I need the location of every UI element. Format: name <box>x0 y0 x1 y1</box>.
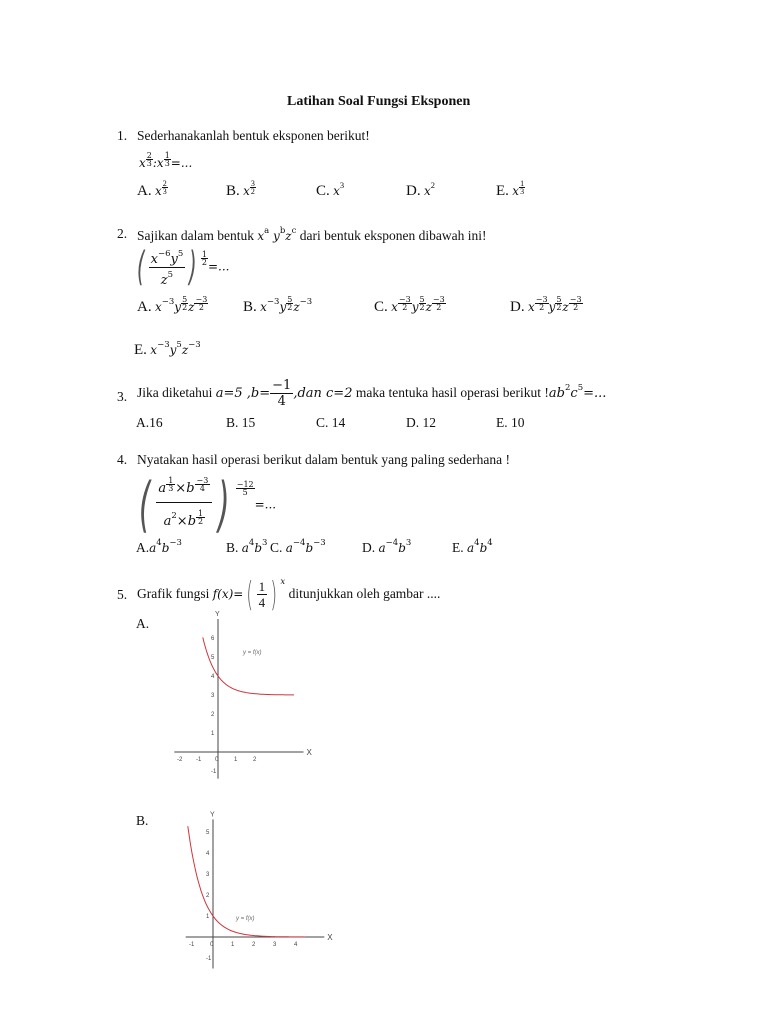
x-tick-label: 0 <box>210 942 214 948</box>
var: y <box>174 300 182 314</box>
exp-den: 3 <box>164 159 170 168</box>
exp-num: −3 <box>535 295 548 304</box>
exp-num: −3 <box>196 475 209 485</box>
exp-den: 3 <box>162 187 167 196</box>
y-axis-label: Y <box>210 811 215 819</box>
text: Sajikan dalam bentuk <box>137 228 254 243</box>
var: y <box>170 251 178 267</box>
var: x <box>154 300 162 314</box>
var: z <box>181 343 189 357</box>
var: b <box>161 541 170 555</box>
exp-num: 1 <box>164 151 170 160</box>
exponent: 2 <box>430 180 435 190</box>
option-b[interactable]: B. 15 <box>226 415 256 430</box>
y-tick-label: 5 <box>211 655 215 661</box>
exponent: b <box>279 226 286 236</box>
exponent: x <box>280 577 286 587</box>
exp-den: 2 <box>556 303 562 312</box>
option-e[interactable] <box>496 180 525 200</box>
y-tick-label: -1 <box>211 769 217 775</box>
exponent: 5 <box>577 383 584 393</box>
var: x <box>391 300 398 314</box>
frac-den: 4 <box>277 394 286 409</box>
exp-num: −3 <box>432 295 445 304</box>
option-b[interactable] <box>243 296 312 316</box>
var: y <box>279 300 287 314</box>
exponent: −3 <box>169 538 182 548</box>
option-a-label[interactable]: A. <box>136 616 150 631</box>
equals: =... <box>207 259 230 274</box>
option-b[interactable] <box>226 180 256 200</box>
base: x <box>512 184 520 198</box>
var: a <box>378 541 386 555</box>
var: b <box>479 541 488 555</box>
exp-num: 1 <box>168 475 174 485</box>
y-tick-label: 6 <box>211 636 215 642</box>
option-a[interactable] <box>137 296 208 316</box>
exp-den: 3 <box>520 187 525 196</box>
exp-num: −3 <box>569 295 582 304</box>
exponent: 4 <box>487 538 493 548</box>
var: a <box>241 541 249 555</box>
exp-num: 3 <box>250 179 255 188</box>
exp-num: 1 <box>198 508 204 518</box>
page-title: Latihan Soal Fungsi Eksponen <box>287 94 471 109</box>
question-expression <box>139 152 192 170</box>
question-number: 5. <box>117 587 128 602</box>
var: a <box>149 541 157 555</box>
question-text: Sederhanakanlah bentuk eksponen berikut! <box>137 128 370 143</box>
exp-den: 4 <box>199 483 205 493</box>
var: a <box>467 541 475 555</box>
question-number: 3. <box>117 389 128 404</box>
y-axis-label: Y <box>215 611 220 618</box>
x-tick-label: 1 <box>231 942 235 948</box>
function-curve <box>203 637 294 695</box>
x-axis-label: X <box>306 748 312 757</box>
function: f(x)= <box>212 587 244 601</box>
question-text: Nyatakan hasil operasi berikut dalam bentuk yang paling sederhana ! <box>137 452 510 467</box>
var: a <box>163 513 172 529</box>
exp-num: 1 <box>201 249 207 259</box>
var: y <box>169 343 177 357</box>
option-b[interactable] <box>226 538 267 556</box>
y-tick-label: 2 <box>211 712 215 718</box>
exp-den: 2 <box>402 303 408 312</box>
base: x <box>156 156 164 170</box>
y-tick-label: 4 <box>206 851 210 857</box>
question-number: 2. <box>117 226 128 241</box>
base: x <box>139 156 146 170</box>
exp-num: −3 <box>195 295 208 304</box>
var: z <box>160 272 168 288</box>
base: x <box>243 184 250 198</box>
exponent: −3 <box>157 340 170 350</box>
option-c[interactable] <box>374 296 446 316</box>
x-tick-label: 3 <box>273 942 277 948</box>
given-b: b= <box>250 386 271 401</box>
operator: × <box>175 480 187 496</box>
exp-num: 2 <box>146 151 152 160</box>
var: z <box>188 300 195 314</box>
question-expression: ( a $\frac{1}{3}$ ×b $\frac{-3}{4}$ $a^2\times b$ $\frac{1}{2}$ ) $\frac{-12}{5}$ =... <box>138 470 277 540</box>
exponent: −4 <box>385 538 399 548</box>
operator: : <box>152 156 157 170</box>
x-tick-label: -2 <box>177 757 183 763</box>
exp-num: 1 <box>520 179 525 188</box>
var: z <box>425 300 432 314</box>
var: b <box>305 541 314 555</box>
exp-den: 2 <box>539 303 545 312</box>
option-label: C. <box>316 183 330 199</box>
option-d[interactable]: D. 12 <box>406 415 436 430</box>
exponent: 4 <box>474 538 480 548</box>
option-c[interactable] <box>316 180 344 200</box>
exponent: 3 <box>339 180 345 190</box>
option-a[interactable] <box>136 538 182 556</box>
question-number: 1. <box>117 128 128 143</box>
text: ditunjukkan oleh gambar .... <box>288 586 441 601</box>
option-c[interactable]: C. 14 <box>316 415 346 430</box>
x-tick-label: -1 <box>196 757 202 763</box>
var: z <box>562 300 569 314</box>
exponent: 2 <box>171 510 177 521</box>
question-number: 4. <box>117 452 128 467</box>
exp-den: 2 <box>419 303 425 312</box>
equals: =... <box>583 386 607 401</box>
option-a[interactable] <box>137 180 168 200</box>
frac-num: 1 <box>258 579 266 595</box>
option-label: C. <box>270 540 283 555</box>
exp-num: 5 <box>287 295 293 304</box>
x-tick-label: -1 <box>189 942 195 948</box>
option-label: D. <box>510 299 525 315</box>
given-a: a=5 , <box>215 386 251 401</box>
var: a <box>285 541 293 555</box>
equals: =... <box>254 497 277 512</box>
exponent: c <box>291 226 297 236</box>
x-tick-label: 1 <box>234 757 238 763</box>
x-tick-label: 2 <box>253 757 257 763</box>
var: x <box>527 300 535 314</box>
exp-num: −3 <box>398 295 411 304</box>
exponent: −3 <box>313 538 326 548</box>
x-tick-label: 4 <box>294 942 298 948</box>
base: x <box>154 184 162 198</box>
exponent: −3 <box>161 297 175 307</box>
graph-b[interactable] <box>172 811 337 975</box>
option-d[interactable] <box>362 538 411 556</box>
var: x <box>260 300 267 314</box>
option-label: B. <box>243 299 257 315</box>
var: x <box>257 229 265 243</box>
y-tick-label: -1 <box>206 956 212 962</box>
x-tick-label: 0 <box>215 757 219 763</box>
exponent: −6 <box>157 248 171 259</box>
var: z <box>285 229 292 243</box>
option-label: D. <box>406 183 421 199</box>
exp-den: 2 <box>573 303 579 312</box>
exp-num: 5 <box>182 295 188 304</box>
exp-num: 5 <box>556 295 562 304</box>
exponent: 2 <box>564 383 571 393</box>
var: b <box>187 513 197 529</box>
option-label: A. <box>137 183 152 199</box>
exponent: 3 <box>262 538 268 548</box>
equals: =... <box>170 156 193 170</box>
option-label: E. <box>134 342 147 358</box>
exponent: 4 <box>156 538 162 548</box>
option-a[interactable]: A.16 <box>136 415 163 430</box>
option-label: B. <box>226 540 239 555</box>
exp-den: 2 <box>182 303 188 312</box>
exponent: −4 <box>292 538 306 548</box>
given-c: ,dan c=2 <box>293 386 353 401</box>
option-e[interactable] <box>452 538 493 556</box>
var: a <box>158 480 167 496</box>
option-label: B. <box>226 183 240 199</box>
option-d[interactable] <box>510 296 583 316</box>
question-text: Grafik fungsi f(x)=( $\frac{1}{4}$ ) $^x$ ditunjukkan oleh gambar .... <box>137 574 441 615</box>
frac-den: 4 <box>258 595 266 611</box>
option-label: A. <box>136 540 150 555</box>
exponent: 3 <box>405 538 412 548</box>
exponent: 5 <box>177 248 184 259</box>
exp-den: 2 <box>250 187 255 196</box>
base: x <box>423 184 431 198</box>
exp-den: 5 <box>242 487 248 497</box>
frac-num: −1 <box>272 378 292 393</box>
text: maka tentuka hasil operasi berikut ! <box>355 385 549 400</box>
text: Grafik fungsi <box>137 586 210 601</box>
y-tick-label: 2 <box>206 893 210 899</box>
exponent: −3 <box>299 297 313 307</box>
option-label: C. <box>374 299 388 315</box>
y-tick-label: 5 <box>206 830 210 836</box>
curve-label: y = f(x) <box>236 916 255 922</box>
base: x <box>333 184 340 198</box>
exponent: 5 <box>176 340 182 350</box>
y-tick-label: 4 <box>211 674 215 680</box>
var: x <box>150 343 158 357</box>
option-e[interactable] <box>134 340 201 359</box>
var: b <box>186 480 195 496</box>
exp-den: 3 <box>168 483 174 493</box>
var: y <box>273 229 280 243</box>
expr: ab <box>548 386 565 401</box>
exp-den: 2 <box>198 516 204 526</box>
var: y <box>411 300 419 314</box>
operator: × <box>176 513 188 529</box>
exp-den: 2 <box>201 257 207 267</box>
option-label: E. <box>452 540 464 555</box>
exponent: 5 <box>167 269 174 280</box>
option-b-label[interactable]: B. <box>136 813 149 828</box>
graph-a[interactable] <box>168 610 318 790</box>
x-axis-label: X <box>327 933 333 942</box>
exp-num: 5 <box>419 295 425 304</box>
var: x <box>150 251 158 267</box>
question-text <box>137 226 486 244</box>
curve-label: y = f(x) <box>243 650 262 656</box>
exp-num: 2 <box>162 179 167 188</box>
y-tick-label: 3 <box>206 872 210 878</box>
expr: c <box>570 386 578 401</box>
option-label: E. <box>496 183 509 199</box>
y-tick-label: 1 <box>211 731 215 737</box>
exp-den: 3 <box>146 159 152 168</box>
var: z <box>293 300 300 314</box>
exp-den: 2 <box>287 303 293 312</box>
var: y <box>548 300 556 314</box>
option-label: A. <box>137 299 152 315</box>
y-tick-label: 3 <box>211 693 215 699</box>
var: b <box>398 541 406 555</box>
option-label: D. <box>362 540 376 555</box>
question-text <box>137 378 606 409</box>
question-expression: ( $\frac{x^{-6}y^5}{z^5}$ ) $\frac{1}{2}$ =... <box>136 244 230 290</box>
text: Jika diketahui <box>137 385 213 400</box>
exp-den: 2 <box>198 303 204 312</box>
text: dari bentuk eksponen dibawah ini! <box>299 228 487 243</box>
exp-num: −12 <box>236 479 254 489</box>
exponent: a <box>264 226 270 236</box>
x-tick-label: 2 <box>252 942 256 948</box>
exp-den: 2 <box>436 303 442 312</box>
var: b <box>254 541 263 555</box>
exponent: −3 <box>188 340 201 350</box>
option-c[interactable] <box>270 538 326 556</box>
exponent: 4 <box>248 538 255 548</box>
option-d[interactable] <box>406 180 435 200</box>
exponent: −3 <box>266 297 280 307</box>
y-tick-label: 1 <box>206 914 210 920</box>
option-e[interactable]: E. 10 <box>496 415 525 430</box>
